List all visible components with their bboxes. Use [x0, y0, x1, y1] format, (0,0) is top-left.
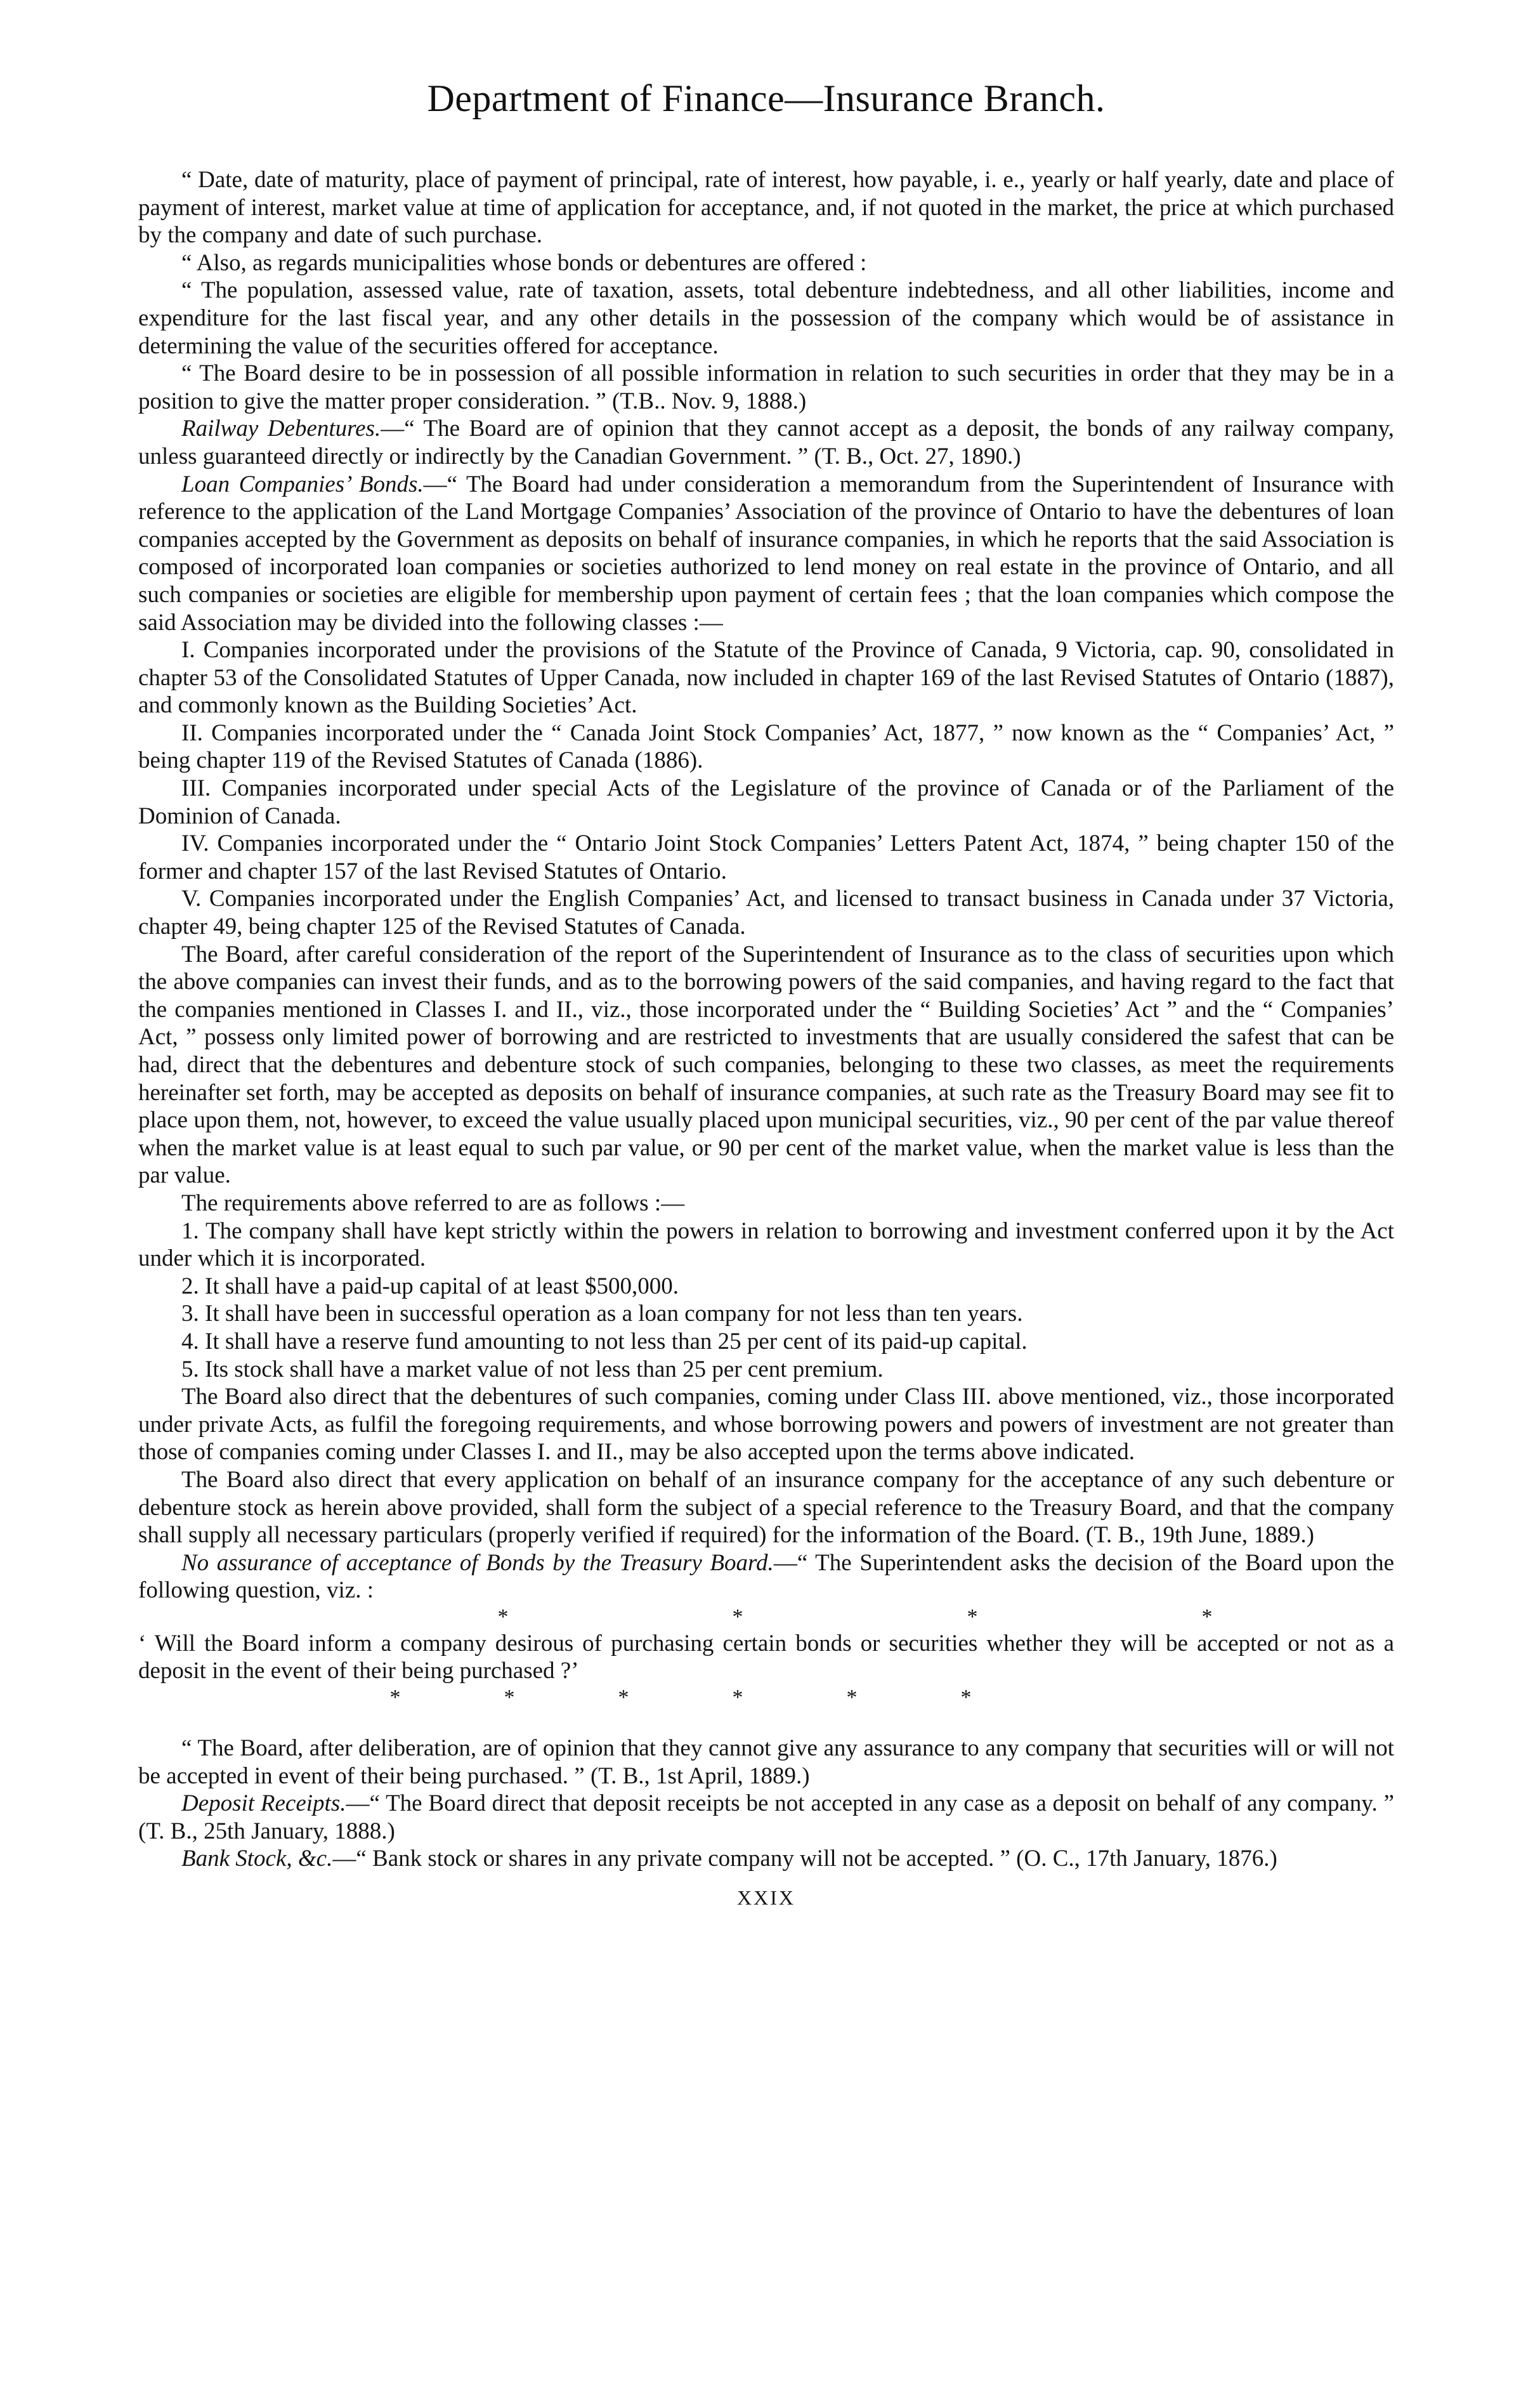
paragraph-body: —“ The Board direct that deposit receipts be not accepted in any case as a deposit on behalf of any company. ” (T. B., 25th January, 1888.)	[138, 1790, 1394, 1844]
paragraph: The Board, after careful consideration of the report of the Superintendent of Insurance as to the class of securities upon which the above companies can invest their funds, and as to the borrowing powers of the said companies, and having regard to the fact that the companies mentioned in Classes I. and II., viz., those incorporated under the “ Building Societies’ Act ” and the “ Companies’ Act, ” possess only limited power of borrowing and are restricted to investments that are usually considered the safest that can be had, direct that the debentures and debenture stock of such companies, belonging to these two classes, as meet the requirements hereinafter set forth, may be accepted as deposits on behalf of insurance companies, at such rate as the Treasury Board may see fit to place upon them, not, however, to exceed the value usually placed upon municipal securities, viz., 90 per cent of the par value thereof when the market value is at least equal to such par value, or 90 per cent of the market value, when the market value is less than the par value.	[138, 941, 1394, 1189]
paragraph: The Board also direct that the debentures of such companies, coming under Class III. above mentioned, viz., those incorporated under private Acts, as fulfil the foregoing requirements, and whose borrowing powers and powers of investment are not greater than those of companies coming under Classes I. and II., may be also accepted upon the terms above indicated.	[138, 1384, 1394, 1466]
asterisk: *	[389, 1686, 401, 1710]
paragraph: “ The Board desire to be in possession of all possible information in relation to such securities in order that they may be in a position to give the matter proper consideration. ” (T.B.. Nov. 9, 1888.)	[138, 360, 1394, 414]
section-heading: Loan Companies’ Bonds.	[181, 471, 424, 497]
spacer	[138, 1710, 1394, 1735]
requirement-item: 5. Its stock shall have a market value of not less than 25 per cent premium.	[181, 1356, 884, 1382]
paragraph-body: —“ The Superintendent asks the decision of the Board upon the following question, viz. :	[138, 1549, 1394, 1604]
quoted-question: ‘ Will the Board inform a company desirous of purchasing certain bonds or securities whether they will be accepted or not as a deposit in the event of their being purchased ?’	[138, 1630, 1394, 1684]
paragraph: “ The population, assessed value, rate of taxation, assets, total debenture indebtedness, and all other liabilities, income and expenditure for the last fiscal year, and any other details in the possession of the company which would be of assistance in determining the value of the securities offered for acceptance.	[138, 277, 1394, 359]
class-item: I. Companies incorporated under the provisions of the Statute of the Province of Canada, 9 Victoria, cap. 90, consolidated in chapter 53 of the Consolidated Statutes of Upper Canada, now included in chapter 169 of the last Revised Statutes of Ontario (1887), and commonly known as the Building Societies’ Act.	[138, 637, 1394, 719]
asterisk: *	[732, 1686, 743, 1710]
page-number: XXIX	[737, 1886, 795, 1910]
asterisk: *	[967, 1604, 978, 1629]
paragraph-body: —“ The Board had under consideration a memorandum from the Superintendent of Insurance with reference to the application of the Land Mortgage Companies’ Association of the province of Ontario to have the debentures of loan companies accepted by the Government as deposits on behalf of insurance companies, in which he reports that the said Association is composed of incorporated loan companies or societies authorized to lend money on real estate in the province of Ontario, and all such companies or societies are eligible for membership upon payment of certain fees ; that the loan companies which compose the said Association may be divided into the following classes :—	[138, 471, 1394, 636]
requirement-item: 2. It shall have a paid-up capital of at least $500,000.	[181, 1273, 679, 1299]
class-item: V. Companies incorporated under the English Companies’ Act, and licensed to transact business in Canada under 37 Victoria, chapter 49, being chapter 125 of the Revised Statutes of Canada.	[138, 886, 1394, 940]
paragraph-loan-companies-bonds	[138, 471, 1394, 637]
paragraph-deposit-receipts	[138, 1790, 1394, 1845]
requirement-item: 4. It shall have a reserve fund amounting to not less than 25 per cent of its paid-up capital.	[181, 1328, 1028, 1355]
section-heading: Bank Stock, &c.	[181, 1846, 333, 1872]
paragraph-bank-stock	[138, 1845, 1394, 1873]
paragraph: “ Also, as regards municipalities whose bonds or debentures are offered :	[181, 249, 867, 276]
page-title: Department of Finance—Insurance Branch.	[427, 77, 1106, 119]
asterisk: *	[504, 1686, 515, 1710]
requirement-item: 1. The company shall have kept strictly within the powers in relation to borrowing and investment conferred upon it by the Act under which it is incorporated.	[138, 1217, 1394, 1272]
paragraph: The Board also direct that every application on behalf of an insurance company for the acceptance of any such debenture or debenture stock as herein above provided, shall form the subject of a special reference to the Treasury Board, and that the company shall supply all necessary particulars (properly verified if required) for the information of the Board. (T. B., 19th June, 1889.)	[138, 1466, 1394, 1549]
asterisk-row	[138, 1685, 1394, 1710]
class-item: III. Companies incorporated under special Acts of the Legislature of the province of Canada or of the Parliament of the Dominion of Canada.	[138, 775, 1394, 829]
paragraph-body: —“ Bank stock or shares in any private company will not be accepted. ” (O. C., 17th January, 1876.)	[332, 1846, 1277, 1872]
asterisk: *	[497, 1604, 509, 1629]
asterisk: *	[732, 1604, 743, 1629]
paragraph: “ Date, date of maturity, place of payment of principal, rate of interest, how payable, i. e., yearly or half yearly, date and place of payment of interest, market value at time of application for acceptance, and, if not quoted in the market, the price at which purchased by the company and date of such purchase.	[138, 167, 1394, 249]
section-heading: No assurance of acceptance of Bonds by the Treasury Board.	[181, 1549, 774, 1576]
asterisk: *	[846, 1686, 858, 1710]
asterisk: *	[618, 1686, 629, 1710]
section-heading: Deposit Receipts.	[181, 1790, 346, 1817]
requirement-item: 3. It shall have been in successful operation as a loan company for not less than ten years.	[181, 1301, 1023, 1327]
asterisk: *	[1201, 1604, 1213, 1629]
document-page	[138, 69, 1394, 1912]
asterisk-row	[138, 1604, 1394, 1630]
section-heading: Railway Debentures.	[181, 416, 381, 442]
paragraph-body: —“ The Board are of opinion that they cannot accept as a deposit, the bonds of any railway company, unless guaranteed directly or indirectly by the Canadian Government. ” (T. B., Oct. 27, 1890.)	[138, 416, 1394, 469]
class-item: IV. Companies incorporated under the “ Ontario Joint Stock Companies’ Letters Patent Act, 1874, ” being chapter 150 of the former and chapter 157 of the last Revised Statutes of Ontario.	[138, 830, 1394, 884]
paragraph-railway-debentures	[138, 415, 1394, 470]
asterisk: *	[960, 1686, 972, 1710]
class-item: II. Companies incorporated under the “ Canada Joint Stock Companies’ Act, 1877, ” now known as the “ Companies’ Act, ” being chapter 119 of the Revised Statutes of Canada (1886).	[138, 719, 1394, 774]
paragraph-no-assurance	[138, 1549, 1394, 1604]
paragraph: “ The Board, after deliberation, are of opinion that they cannot give any assurance to any company that securities will or will not be accepted in event of their being purchased. ” (T. B., 1st April, 1889.)	[138, 1735, 1394, 1789]
paragraph: The requirements above referred to are as follows :—	[181, 1190, 685, 1216]
